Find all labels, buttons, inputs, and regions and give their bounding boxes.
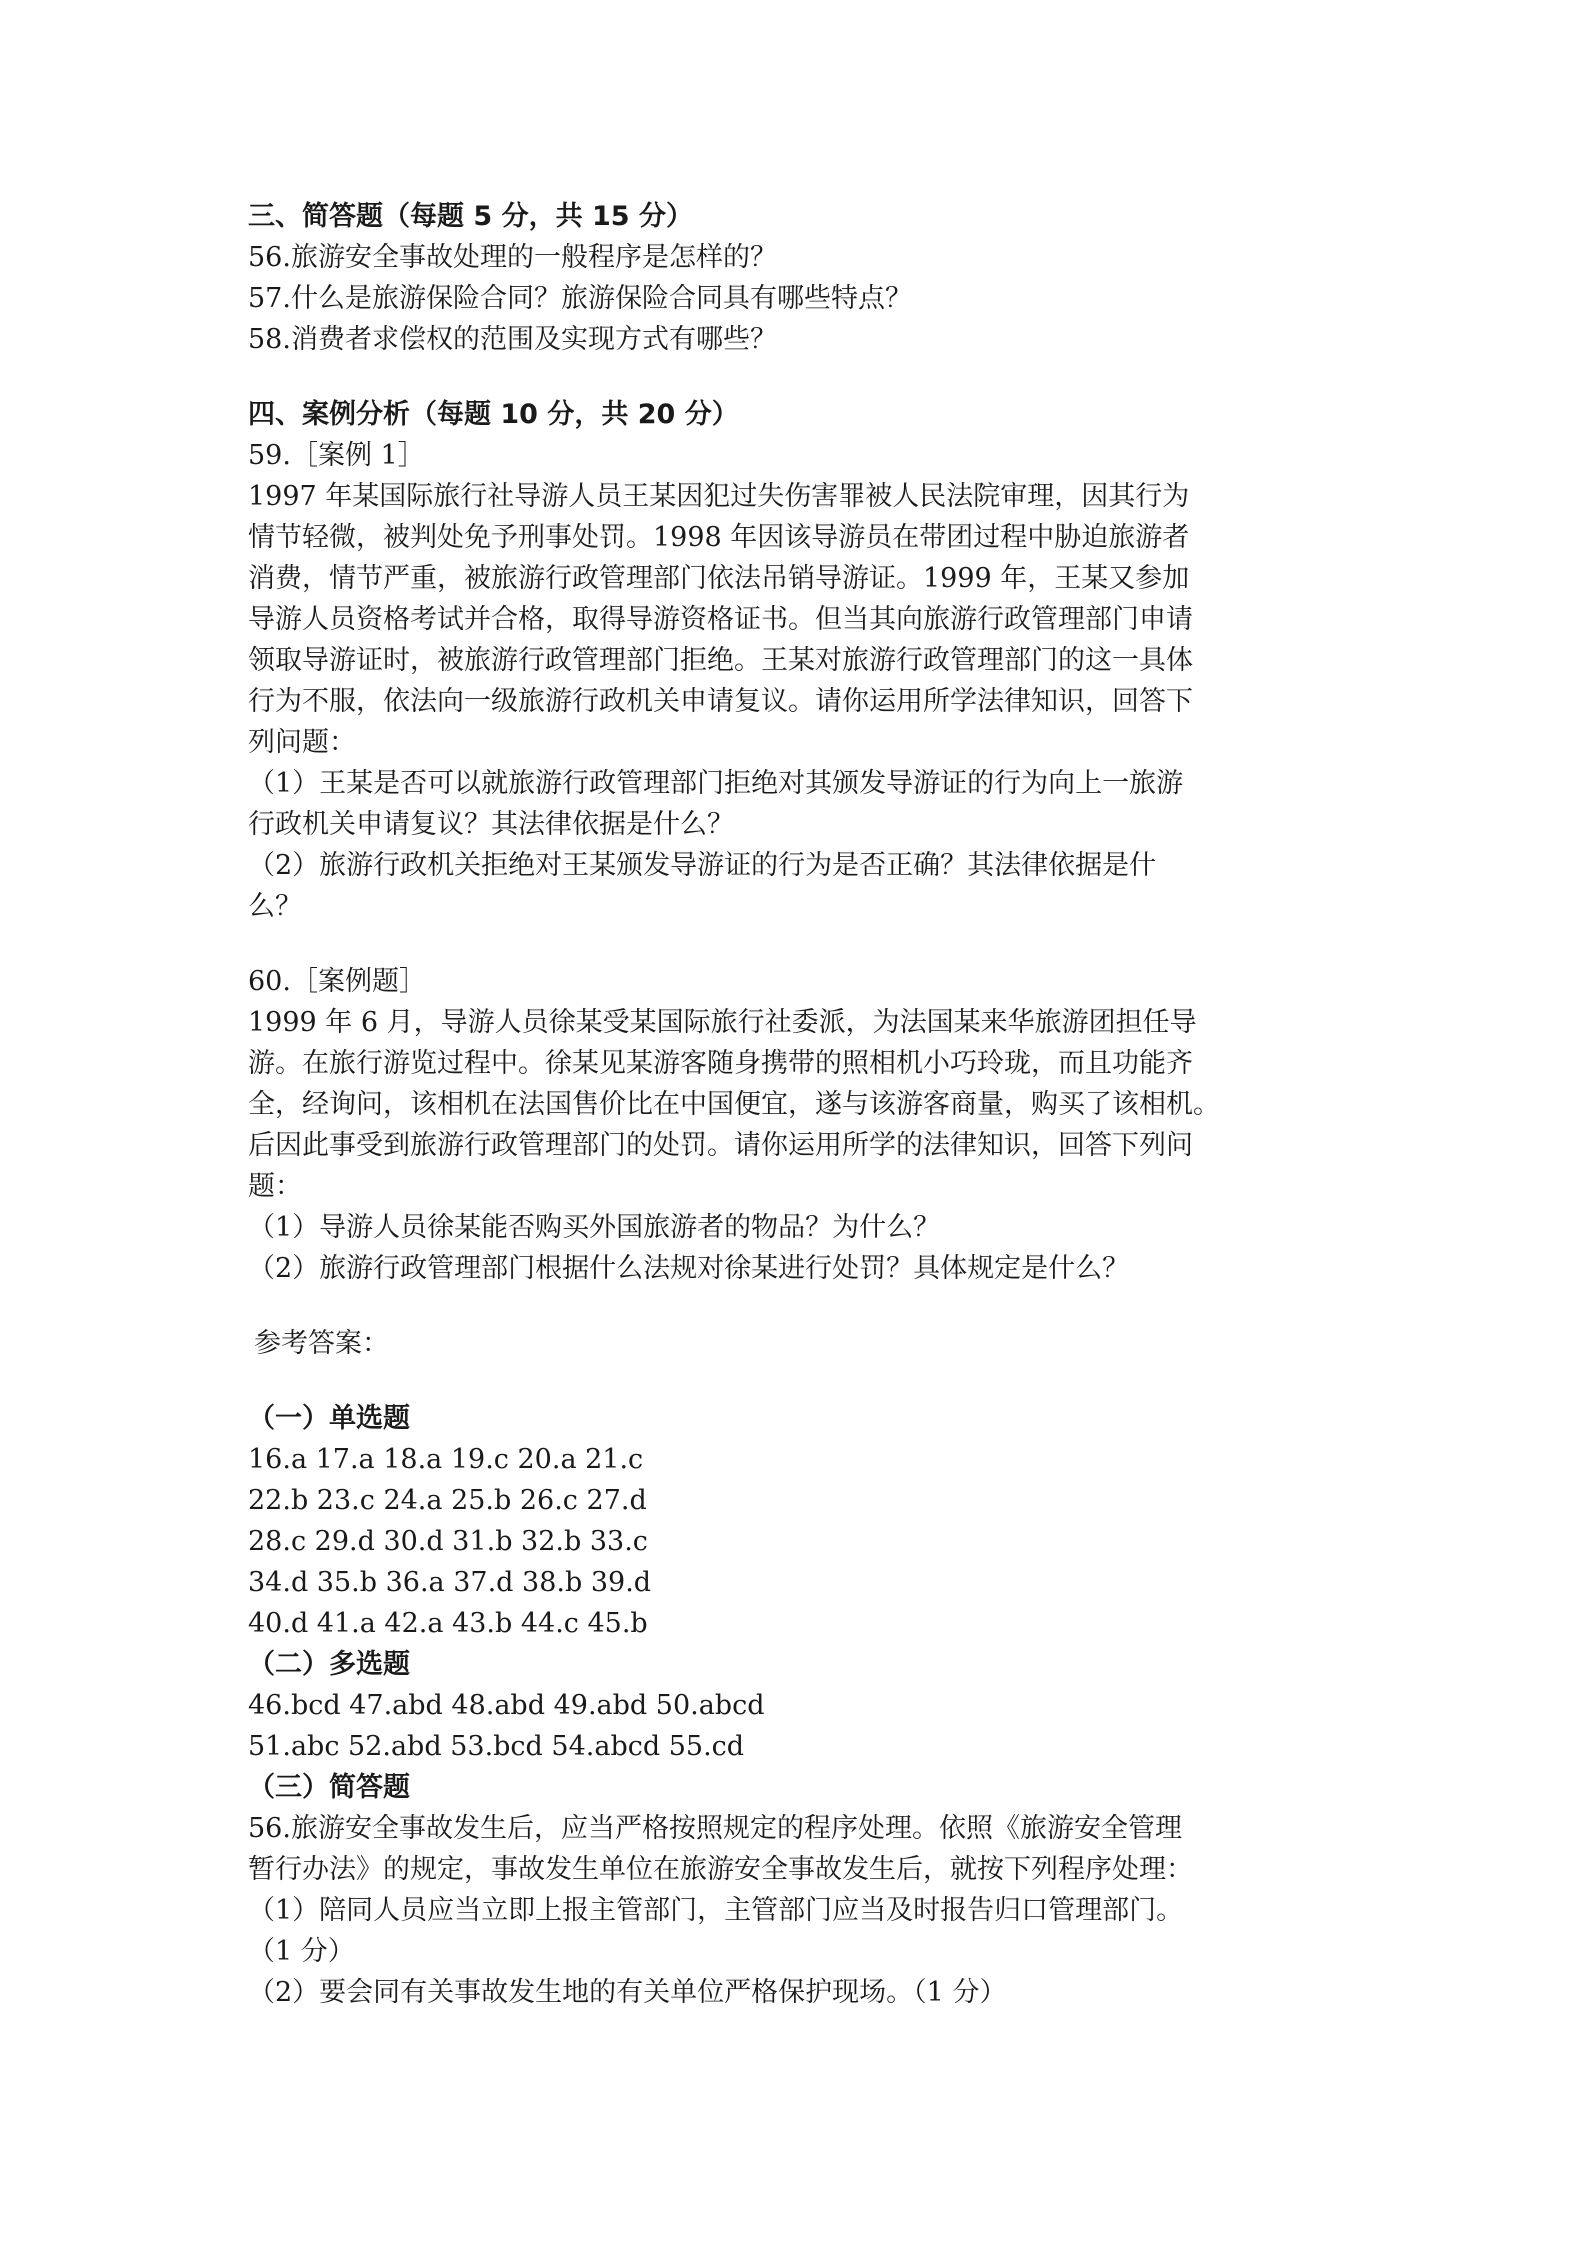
case-1-text-line: 行为不服，依法向一级旅游行政机关申请复议。请你运用所学法律知识，回答下	[248, 686, 1193, 717]
case-2-text-line: 题：	[248, 1171, 302, 1202]
short-answer-heading: （三）简答题	[248, 1772, 410, 1803]
case-1-text-line: 消费，情节严重，被旅游行政管理部门依法吊销导游证。1999 年，王某又参加	[248, 563, 1190, 594]
single-choice-answer-row: 28.c 29.d 30.d 31.b 32.b 33.c	[248, 1526, 648, 1557]
section-4-heading: 四、案例分析（每题 10 分，共 20 分）	[248, 399, 739, 430]
case-2-text-line: 1999 年 6 月，导游人员徐某受某国际旅行社委派，为法国某来华旅游团担任导	[248, 1007, 1197, 1038]
case-1-question-2: （2）旅游行政机关拒绝对王某颁发导游证的行为是否正确？其法律依据是什	[248, 850, 1157, 881]
document-content	[248, 196, 1358, 2013]
question-56: 56.旅游安全事故处理的一般程序是怎样的？	[248, 242, 777, 273]
case-1-text-line: 领取导游证时，被旅游行政管理部门拒绝。王某对旅游行政管理部门的这一具体	[248, 645, 1193, 676]
single-choice-heading: （一）单选题	[248, 1403, 410, 1434]
single-choice-answer-row: 16.a 17.a 18.a 19.c 20.a 21.c	[248, 1444, 644, 1475]
case-1-question-1: （1）王某是否可以就旅游行政管理部门拒绝对其颁发导游证的行为向上一旅游	[248, 768, 1184, 799]
case-1-text-line: 情节轻微，被判处免予刑事处罚。1998 年因该导游员在带团过程中胁迫旅游者	[248, 522, 1190, 553]
single-choice-answer-row: 34.d 35.b 36.a 37.d 38.b 39.d	[248, 1567, 652, 1598]
short-answer-line: 56.旅游安全事故发生后，应当严格按照规定的程序处理。依照《旅游安全管理	[248, 1813, 1182, 1844]
case-2-question-1: （1）导游人员徐某能否购买外国旅游者的物品？为什么？	[248, 1212, 941, 1243]
case-1-question-2-cont: 么？	[248, 891, 302, 922]
case-1-text-line: 1997 年某国际旅行社导游人员王某因犯过失伤害罪被人民法院审理，因其行为	[248, 481, 1190, 512]
short-answer-line: （2）要会同有关事故发生地的有关单位严格保护现场。（1 分）	[248, 1977, 1007, 2008]
case-2-text-line: 游。在旅行游览过程中。徐某见某游客随身携带的照相机小巧玲珑，而且功能齐	[248, 1048, 1193, 1079]
question-58: 58.消费者求偿权的范围及实现方式有哪些？	[248, 324, 777, 355]
short-answer-line: 暂行办法》的规定，事故发生单位在旅游安全事故发生后，就按下列程序处理：	[248, 1854, 1193, 1885]
single-choice-answer-row: 40.d 41.a 42.a 43.b 44.c 45.b	[248, 1608, 648, 1639]
case-2-question-2: （2）旅游行政管理部门根据什么法规对徐某进行处罚？具体规定是什么？	[248, 1253, 1130, 1284]
short-answer-line: （1 分）	[248, 1936, 355, 1967]
case-2-title: 60.［案例题］	[248, 966, 426, 997]
case-2-text-line: 后因此事受到旅游行政管理部门的处罚。请你运用所学的法律知识，回答下列问	[248, 1130, 1193, 1161]
single-choice-answer-row: 22.b 23.c 24.a 25.b 26.c 27.d	[248, 1485, 647, 1516]
multi-choice-answer-row: 51.abc 52.abd 53.bcd 54.abcd 55.cd	[248, 1731, 745, 1762]
case-2-text-line: 全，经询问，该相机在法国售价比在中国便宜，遂与该游客商量，购买了该相机。	[248, 1089, 1220, 1120]
section-3-heading: 三、简答题（每题 5 分，共 15 分）	[248, 201, 693, 232]
multi-choice-answer-row: 46.bcd 47.abd 48.abd 49.abd 50.abcd	[248, 1690, 765, 1721]
short-answer-line: （1）陪同人员应当立即上报主管部门，主管部门应当及时报告归口管理部门。	[248, 1895, 1184, 1926]
answers-title: 参考答案：	[254, 1328, 389, 1359]
multi-choice-heading: （二）多选题	[248, 1649, 410, 1680]
case-1-title: 59.［案例 1］	[248, 440, 425, 471]
question-57: 57.什么是旅游保险合同？旅游保险合同具有哪些特点？	[248, 283, 912, 314]
case-1-question-1-cont: 行政机关申请复议？其法律依据是什么？	[248, 809, 734, 840]
case-1-text-line: 列问题：	[248, 727, 356, 758]
case-1-text-line: 导游人员资格考试并合格，取得导游资格证书。但当其向旅游行政管理部门申请	[248, 604, 1193, 635]
